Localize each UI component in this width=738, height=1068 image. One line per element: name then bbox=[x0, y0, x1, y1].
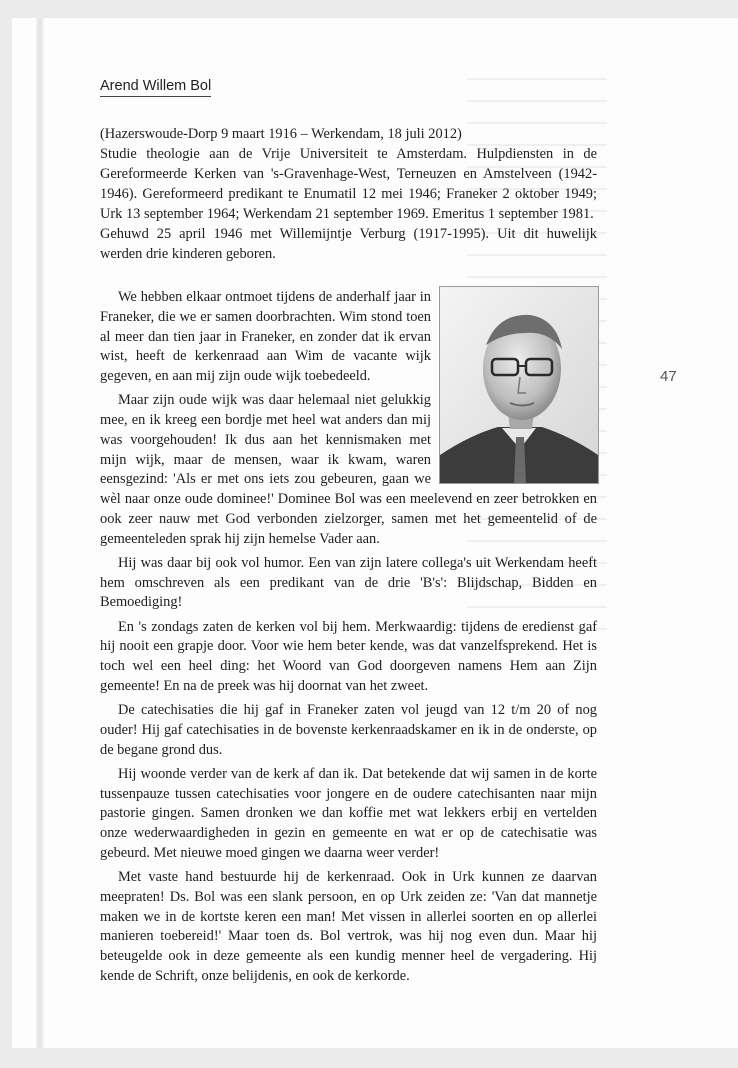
paragraph: Hij was daar bij ook vol humor. Een van zijn latere collega's uit Werkendam heeft hem omschreven als een predikant van de drie 'B's': Blijdschap, Bidden en Bemoediging! bbox=[100, 554, 597, 611]
page-number: 47 bbox=[660, 368, 677, 385]
bio-dates: (Hazerswoude-Dorp 9 maart 1916 – Werkendam, 18 juli 2012) bbox=[100, 126, 462, 142]
paragraph: Hij woonde verder van de kerk af dan ik. Dat betekende dat wij samen in de korte tussenpauze tussen catechisaties voor jongere en de oudere catechisanten naar mijn pastorie gingen. Samen dronken we dan koffie met wat lekkers erbij en vertelden onze wederwaardigheden in gezin en gemeente en wat er op de catechisatie was gebeurd. Met nieuwe moed gingen we daarna weer verder! bbox=[100, 765, 597, 861]
paragraph: We hebben elkaar ontmoet tijdens de anderhalf jaar in Franeker, die we er samen doorbrachten. Wim stond toen al meer dan tien jaar in Franeker, en zonder dat ik ervan wist, heeft de kerkenraad aan Wim de vacante wijk gegeven, en aan mij zijn oude wijk toebedeeld. bbox=[100, 289, 431, 384]
bio-career: Studie theologie aan de Vrije Universiteit te Amsterdam. Hulpdiensten in de Gereformeerde Kerken van 's-Gravenhage-West, Terneuzen en Amstelveen (1942-1946). Gereformeerd predikant te Enumatil 12 mei 1946; Franeker 2 oktober 1949; Urk 13 september 1964; Werkendam 21 september 1969. Emeritus 1 september 1981. bbox=[100, 146, 597, 222]
article-text bbox=[100, 288, 597, 987]
paragraph: Met vaste hand bestuurde hij de kerkenraad. Ook in Urk kunnen ze daarvan meepraten! Ds. Bol was een slank persoon, en op Urk zeiden ze: 'Van dat mannetje maken we in de kortste keren een man! Met vissen in allerlei soorten en op allerlei manieren toebereid!' Maar toen ds. Bol vertrok, was hij nog even dun. Maar hij beteugelde ook in deze gemeente als een kundig menner heel de vergadering. Hij kende de Schrift, onze belijdenis, en ook de kerkorde. bbox=[100, 869, 597, 984]
paragraph: De catechisaties die hij gaf in Franeker zaten vol jeugd van 12 t/m 20 of nog ouder! Hij gaf catechisaties in de bovenste kerkenraadskamer en ik in de onderste, op de begane grond dus. bbox=[100, 702, 597, 758]
paragraph: En 's zondags zaten de kerken vol bij hem. Merkwaardig: tijdens de eredienst gaf hij nooit een grapje door. Voor wie hem beter kende, was dat vanzelfsprekend. Het is toch wel een heel ding: het Woord van God doorgeven namens Hem aan Zijn gemeente! En na de preek was hij doornat van het zweet. bbox=[100, 618, 597, 694]
person-name: Arend Willem Bol bbox=[100, 78, 211, 97]
biographical-info bbox=[100, 124, 597, 264]
page-binding bbox=[36, 18, 44, 1048]
book-page bbox=[12, 18, 738, 1048]
paragraph: Maar zijn oude wijk was daar helemaal niet gelukkig mee, en ik kreeg een bordje met heel wat anders dan mij was voorgehouden! Ik dus aan het kennismaken met mijn wijk, maar de mensen, waar ik kwam, waren eensgezind: 'Als er met ons iets zou gebeuren, gaan we wèl naar onze oude dominee!' Dominee Bol was een meelevend en zeer betrokken en ook zeer nauw met God verbonden zielzorger, samen met het gemeentelid of de gemeenteleden sprak hij zijn hemelse Vader aan. bbox=[100, 392, 597, 547]
bio-marriage: Gehuwd 25 april 1946 met Willemijntje Verburg (1917-1995). Uit dit huwelijk werden drie kinderen geboren. bbox=[100, 226, 597, 262]
